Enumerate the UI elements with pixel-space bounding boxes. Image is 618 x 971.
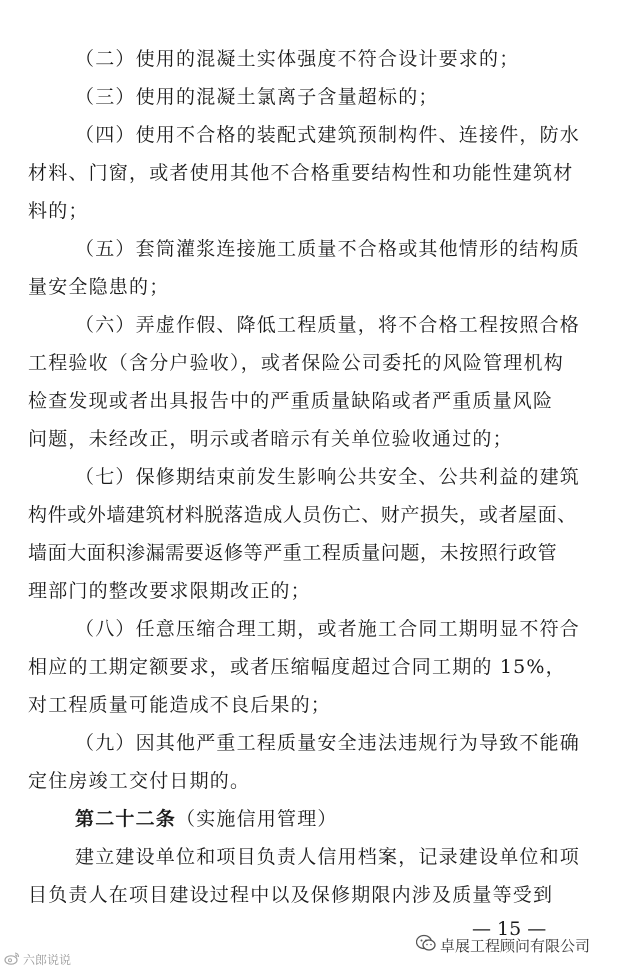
body-line: 目负责人在项目建设过程中以及保修期限内涉及质量等受到 [28,884,554,906]
body-line: （三）使用的混凝土氯离子含量超标的； [75,86,439,108]
body-line: 理部门的整改要求限期改正的； [28,580,311,602]
body-line: 检查发现或者出具报告中的严重质量缺陷或者严重质量风险 [28,390,554,412]
wechat-icon [416,934,436,956]
article-heading [75,804,618,834]
article-topic: （实施信用管理） [176,808,338,830]
body-line: 墙面大面积渗漏需要返修等严重工程质量问题，未按照行政管 [28,542,558,564]
body-line: 料的； [28,200,89,222]
source-watermark [416,934,590,956]
body-line: 定住房竣工交付日期的。 [28,770,251,792]
body-line: 对工程质量可能造成不良后果的； [28,694,332,716]
body-line: 工程验收（含分户验收），或者保险公司委托的风险管理机构 [28,352,564,374]
weibo-icon [4,951,20,968]
body-line: （九）因其他严重工程质量安全违法违规行为导致不能确 [75,732,581,754]
body-line: 量安全隐患的； [28,276,170,298]
body-line: （八）任意压缩合理工期，或者施工合同工期明显不符合 [75,618,581,640]
body-line: （五）套筒灌浆连接施工质量不合格或其他情形的结构质 [75,238,581,260]
body-line: 问题，未经改正，明示或者暗示有关单位验收通过的； [28,428,513,450]
body-line: （七）保修期结束前发生影响公共安全、公共利益的建筑 [75,466,581,488]
body-line: 材料、门窗，或者使用其他不合格重要结构性和功能性建筑材 [28,162,574,184]
watermark-text: 卓展工程顾问有限公司 [440,936,591,955]
article-number: 第二十二条 [75,808,177,830]
body-line: （六）弄虚作假、降低工程质量，将不合格工程按照合格 [75,314,581,336]
body-line: 构件或外墙建筑材料脱落造成人员伤亡、财产损失，或者屋面、 [28,504,577,526]
body-line: 建立建设单位和项目负责人信用档案，记录建设单位和项 [75,846,581,868]
watermark-text: 六郎说说 [23,952,72,967]
weibo-watermark [4,950,71,968]
body-line: （四）使用不合格的装配式建筑预制构件、连接件，防水 [75,124,581,146]
page-number: — 15 — [472,918,547,940]
body-line: 相应的工期定额要求，或者压缩幅度超过合同工期的 15%， [28,656,566,678]
body-line: （二）使用的混凝土实体强度不符合设计要求的； [75,48,520,70]
